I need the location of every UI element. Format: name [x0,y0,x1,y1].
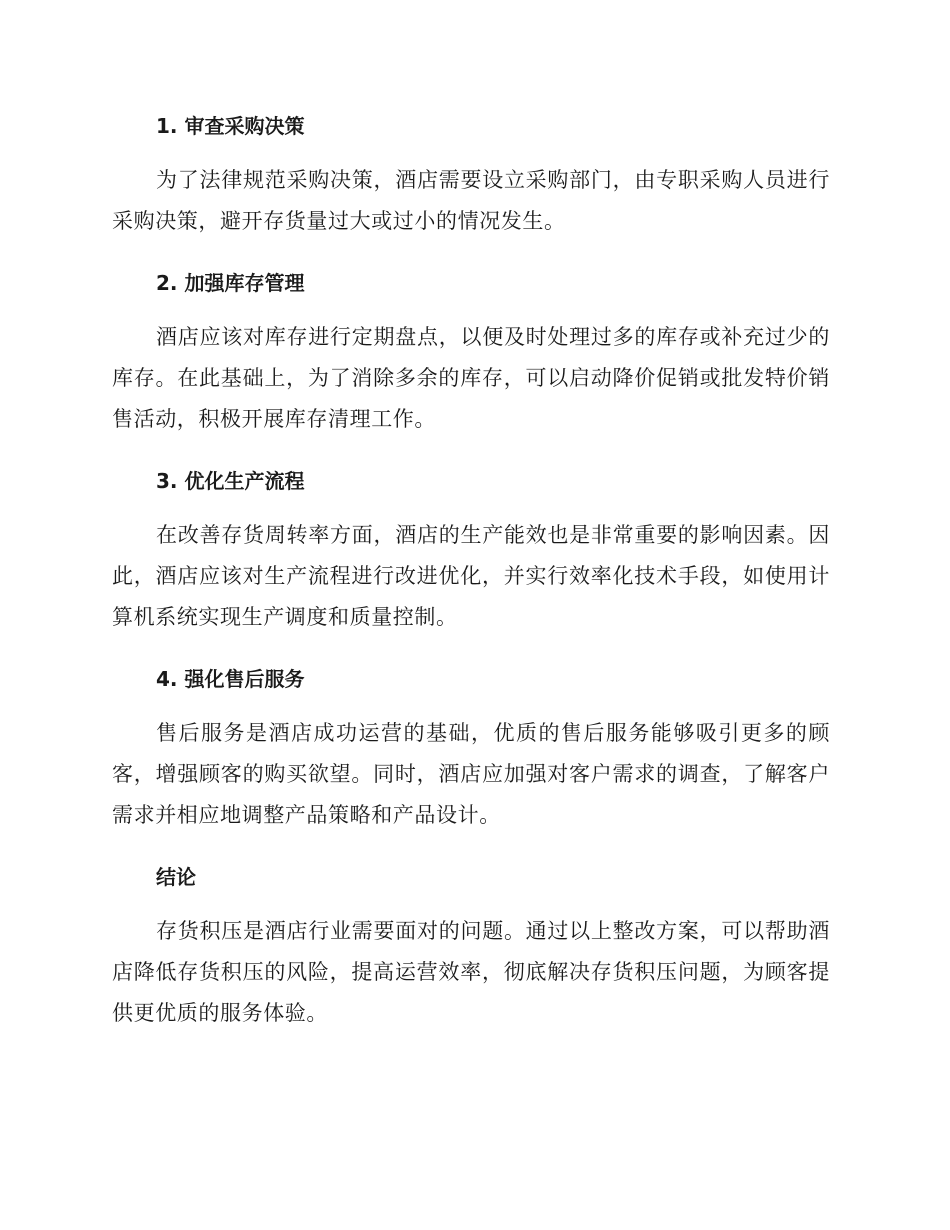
section-paragraph-inventory-management: 酒店应该对库存进行定期盘点，以便及时处理过多的库存或补充过少的库存。在此基础上，为了消除多余的库存，可以启动降价促销或批发特价销售活动，积极开展库存清理工作。 [112,325,830,431]
spacer [112,638,830,657]
spacer [112,836,830,855]
spacer [112,503,830,515]
section-heading-inventory-management: 2. 加强库存管理 [156,271,305,295]
section-heading-after-sales: 4. 强化售后服务 [156,667,305,691]
section-paragraph-conclusion: 存货积压是酒店行业需要面对的问题。通过以上整改方案，可以帮助酒店降低存货积压的风险，提高运营效率，彻底解决存货积压问题，为顾客提供更优质的服务体验。 [112,919,830,1025]
spacer [112,305,830,317]
spacer [112,148,830,160]
spacer [112,899,830,911]
document-body [112,104,830,1034]
section-paragraph-after-sales: 售后服务是酒店成功运营的基础，优质的售后服务能够吸引更多的顾客，增强顾客的购买欲望。同时，酒店应加强对客户需求的调查，了解客户需求并相应地调整产品策略和产品设计。 [112,721,830,827]
section-paragraph-review-purchasing: 为了法律规范采购决策，酒店需要设立采购部门，由专职采购人员进行采购决策，避开存货量过大或过小的情况发生。 [112,168,830,233]
section-heading-optimize-production: 3. 优化生产流程 [156,469,305,493]
section-heading-review-purchasing: 1. 审查采购决策 [156,114,305,138]
spacer [112,242,830,261]
section-heading-conclusion: 结论 [156,865,196,889]
section-paragraph-optimize-production: 在改善存货周转率方面，酒店的生产能效也是非常重要的影响因素。因此，酒店应该对生产流程进行改进优化，并实行效率化技术手段，如使用计算机系统实现生产调度和质量控制。 [112,523,830,629]
spacer [112,440,830,459]
spacer [112,701,830,713]
